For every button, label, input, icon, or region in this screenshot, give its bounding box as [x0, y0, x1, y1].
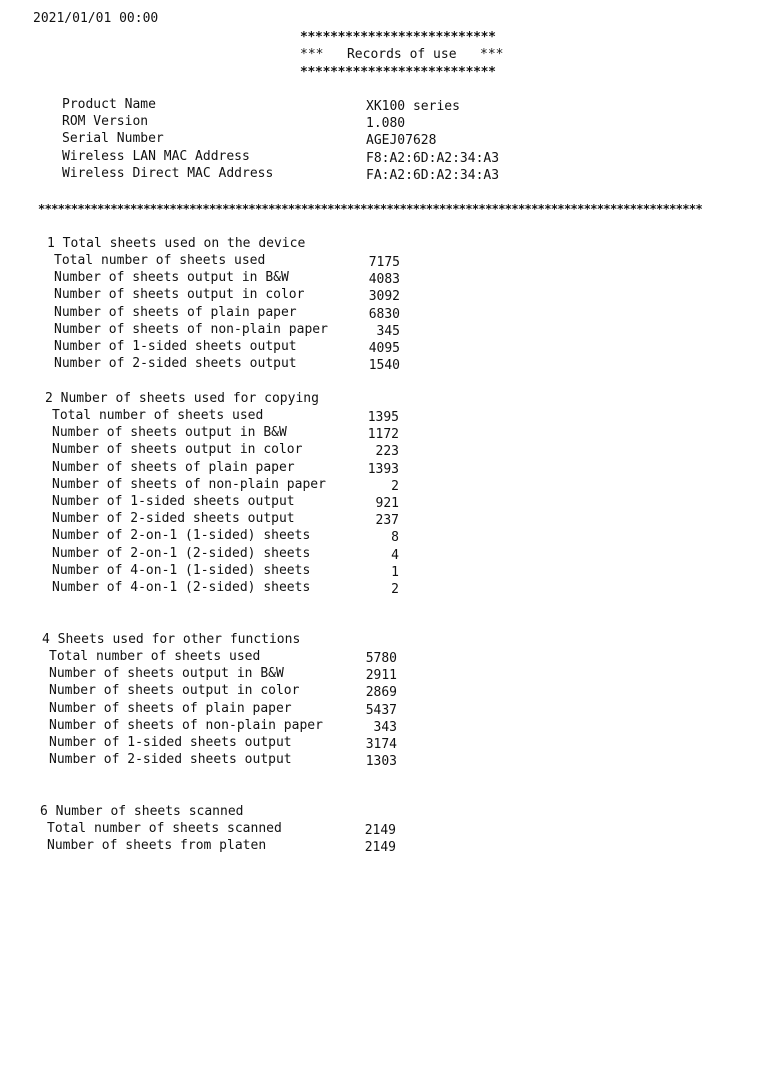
- row-value: 1303: [365, 754, 397, 770]
- row-value: 1393: [367, 461, 399, 477]
- info-label: Wireless Direct MAC Address: [62, 166, 274, 181]
- row-value: 3092: [368, 289, 400, 305]
- row-label: Number of 2-on-1 (1-sided) sheets: [52, 528, 311, 544]
- row-value: 4083: [368, 272, 400, 288]
- row-value: 345: [376, 323, 400, 339]
- row-label: Number of sheets output in B&W: [52, 425, 287, 441]
- row-label: Number of sheets output in color: [49, 683, 300, 699]
- row-value: 5437: [365, 702, 397, 718]
- row-value: 343: [373, 719, 397, 735]
- divider-line: *****************************************************************************************************: [38, 202, 703, 216]
- row-label: Number of sheets output in B&W: [49, 666, 284, 682]
- row-value: 6830: [368, 306, 400, 322]
- row-value: 4095: [368, 341, 400, 356]
- row-label: Number of 4-on-1 (2-sided) sheets: [52, 580, 311, 595]
- row-value: 2911: [365, 668, 397, 684]
- info-value: 1.080: [366, 116, 406, 131]
- row-value: 921: [375, 496, 399, 511]
- info-label: ROM Version: [62, 114, 149, 129]
- section-title: 1 Total sheets used on the device: [47, 236, 306, 251]
- row-label: Total number of sheets used: [52, 408, 264, 423]
- row-value: 2149: [364, 840, 396, 856]
- section-title: 2 Number of sheets used for copying: [45, 391, 319, 406]
- info-value: AGEJ07628: [366, 133, 437, 148]
- row-label: Number of sheets of non-plain paper: [54, 321, 328, 337]
- row-value: 237: [375, 513, 399, 529]
- info-value: FA:A2:6D:A2:34:A3: [366, 168, 500, 183]
- section-title: 4 Sheets used for other functions: [42, 632, 301, 647]
- row-value: 1395: [367, 410, 399, 425]
- row-label: Number of sheets output in color: [54, 287, 305, 303]
- row-label: Number of sheets of non-plain paper: [49, 717, 323, 733]
- row-label: Total number of sheets scanned: [47, 821, 282, 836]
- row-label: Number of sheets of plain paper: [54, 304, 297, 320]
- row-label: Number of sheets of plain paper: [52, 459, 295, 475]
- timestamp: 2021/01/01 00:00: [33, 11, 159, 26]
- row-label: Number of 2-sided sheets output: [54, 356, 297, 372]
- row-value: 5780: [365, 651, 397, 666]
- row-label: Number of 2-sided sheets output: [49, 752, 292, 768]
- report-title: *** Records of use ***: [300, 47, 504, 62]
- row-label: Number of 1-sided sheets output: [52, 494, 295, 509]
- row-value: 1540: [368, 358, 400, 374]
- row-value: 3174: [365, 737, 397, 752]
- row-label: Number of sheets of plain paper: [49, 700, 292, 716]
- row-label: Number of sheets output in color: [52, 442, 303, 458]
- row-value: 1172: [367, 427, 399, 443]
- row-label: Number of 2-sided sheets output: [52, 511, 295, 527]
- row-label: Total number of sheets used: [54, 253, 266, 268]
- row-label: Number of 4-on-1 (1-sided) sheets: [52, 562, 311, 578]
- info-label: Wireless LAN MAC Address: [62, 149, 250, 164]
- row-label: Number of 1-sided sheets output: [54, 339, 297, 354]
- info-label: Serial Number: [62, 131, 164, 146]
- row-label: Number of sheets from platen: [47, 838, 267, 854]
- row-value: 2: [391, 582, 399, 597]
- row-value: 4: [391, 547, 399, 563]
- info-label: Product Name: [62, 97, 156, 112]
- header-stars-bottom: **************************: [300, 65, 496, 80]
- header-stars-top: **************************: [300, 30, 496, 45]
- info-value: XK100 series: [366, 99, 460, 114]
- row-value: 8: [391, 530, 399, 546]
- info-value: F8:A2:6D:A2:34:A3: [366, 151, 500, 166]
- row-label: Number of sheets of non-plain paper: [52, 476, 326, 492]
- row-label: Number of 1-sided sheets output: [49, 735, 292, 750]
- row-value: 2149: [364, 823, 396, 838]
- row-label: Number of 2-on-1 (2-sided) sheets: [52, 545, 311, 561]
- row-value: 1: [391, 564, 399, 580]
- row-value: 2: [391, 478, 399, 494]
- section-title: 6 Number of sheets scanned: [40, 804, 244, 819]
- row-value: 7175: [368, 255, 400, 270]
- row-value: 2869: [365, 685, 397, 701]
- row-label: Number of sheets output in B&W: [54, 270, 289, 286]
- row-value: 223: [375, 444, 399, 460]
- row-label: Total number of sheets used: [49, 649, 261, 664]
